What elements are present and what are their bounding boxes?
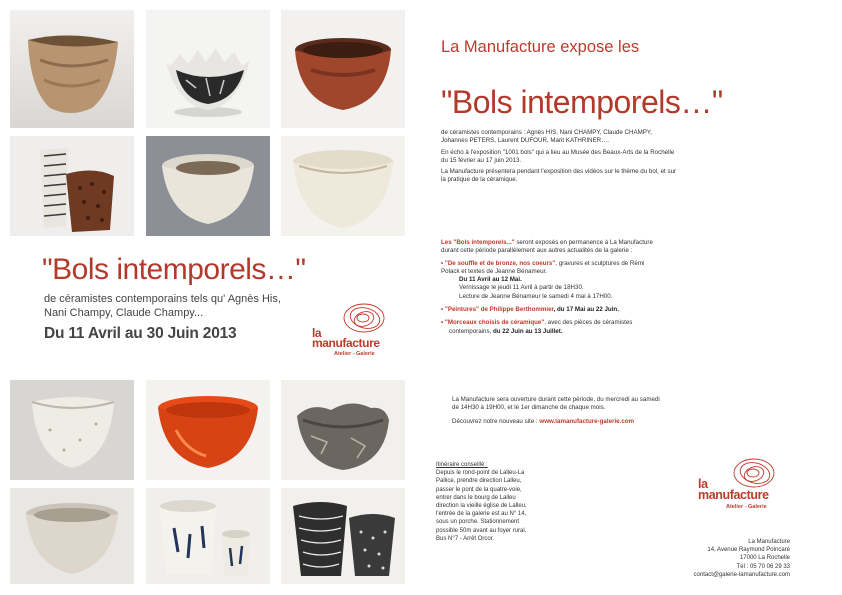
photo-vessels-black-pattern	[281, 488, 405, 584]
item2-dates: , du 17 Mai au 22 Juin.	[553, 306, 619, 314]
item2-title: "Peintures" de Philippe Berthommier	[444, 306, 554, 314]
address-email[interactable]: contact@galerie-lamanufacture.com	[693, 571, 790, 578]
itinerary-line: Depuis le rond-point de Lalleu-La	[436, 470, 525, 477]
intro-p2-line: du 15 février au 17 juin 2013.	[441, 156, 522, 164]
itinerary-line: entrer dans le bourg de Lalleu	[436, 494, 516, 501]
item1-title: "De souffle et de bronze, nos coeurs"	[444, 259, 556, 267]
logo-word-la: la	[698, 477, 708, 491]
bullet-icon: •	[441, 259, 444, 267]
program-item2	[441, 306, 791, 314]
program-lead	[441, 239, 791, 247]
photo-bowl-pale-stone	[10, 488, 134, 584]
program-item3	[441, 319, 791, 327]
intro-text	[441, 129, 791, 185]
header-org: La Manufacture	[441, 38, 556, 56]
logo-tagline: Atelier - Galerie	[334, 351, 375, 357]
intro-p1-line: Johannes PETERS, Laurent DUFOUR, Marit KATHRINER….	[441, 137, 610, 145]
header-rest: expose les	[555, 38, 640, 56]
site-link[interactable]: www.lamanufacture-galerie.com	[539, 417, 635, 425]
itinerary-line: Pallice, prendre direction Lalleu,	[436, 478, 522, 485]
photo-bowl-textured-ochre	[10, 10, 134, 128]
left-title: "Bols intemporels…"	[42, 253, 306, 286]
photo-bowl-white-speckled	[10, 380, 134, 480]
item1-dates: Du 11 Avril au 12 Mai.	[459, 276, 522, 284]
address-city: 17000 La Rochelle	[739, 555, 790, 562]
logo-right	[690, 455, 790, 527]
photo-bowl-crackled-black-white	[146, 10, 270, 128]
intro-p1-line: de céramistes contemporains : Agnès HIS, Nani CHAMPY, Claude CHAMPY,	[441, 129, 652, 136]
program-lead-rest: seront exposés en permanence à La Manufacture	[514, 239, 653, 246]
item1-line2: Polack et textes de Jeanne Bénameur.	[441, 267, 547, 275]
itinerary-line: sous un porche. Stationnement	[436, 519, 520, 526]
program-item1	[441, 260, 791, 268]
main-title: "Bols intemporels…"	[441, 84, 723, 120]
site-prefix: Découvrez notre nouveau site :	[452, 417, 540, 425]
photo-bowl-cream	[281, 136, 405, 236]
photo-vessels-striped-brown	[10, 136, 134, 236]
logo-left	[310, 300, 400, 370]
photo-bowl-red-earth	[281, 10, 405, 128]
item3-line2-text: contemporains,	[449, 327, 494, 335]
itinerary-line: Bus N°7 - Arrêt Orcor.	[436, 535, 495, 542]
opening-line1: La Manufacture sera ouverture durant cette période, du mercredi au samedi	[452, 396, 660, 403]
left-subtitle-line: Nani Champy, Claude Champy...	[44, 307, 204, 319]
item1-vernissage: Vernissage le jeudi 11 Avril à partir de 18H30.	[459, 284, 584, 292]
item3-rest: , avec des pièces de céramistes	[544, 319, 633, 327]
logo-tagline: Atelier - Galerie	[726, 504, 767, 510]
itinerary-line: passer le pont de la quatre-voie,	[436, 486, 522, 493]
address-block	[640, 538, 790, 579]
item1-lecture: Lecture de Jeanne Bénameur le samedi 4 mai à 17H00.	[459, 292, 613, 300]
itinerary-box	[436, 461, 556, 543]
logo-word-la: la	[312, 326, 322, 340]
program-lead-line2: durant cette période parallèlement aux autres actualités de la galerie :	[441, 247, 633, 255]
left-dates: Du 11 Avril au 30 Juin 2013	[44, 325, 237, 342]
item3-dates: du 22 Juin au 13 Juillet.	[493, 327, 563, 335]
logo-word-manufacture: manufacture	[312, 336, 380, 350]
intro-p2-line: En écho à l'exposition "1001 bols" qui a lieu au Musée des Beaux-Arts de la Rochelle	[441, 148, 675, 156]
opening-site	[452, 418, 792, 426]
opening-line2: de 14H30 à 19H00, et le 1er dimanche de chaque mois.	[452, 404, 606, 412]
photo-bowl-raku-grey	[281, 380, 405, 480]
itinerary-line: direction la vieille église de Lalleu,	[436, 503, 527, 510]
left-subtitle-line: de céramistes contemporains tels qu' Agnès His,	[44, 293, 281, 305]
program-text	[441, 239, 791, 336]
bullet-icon: •	[441, 319, 444, 327]
address-name: La Manufacture	[748, 539, 790, 545]
itinerary-line: possible 50m avant au foyer rural.	[436, 527, 527, 534]
address-tel: Tél : 05 70 06 29 33	[736, 563, 790, 570]
item3-line2	[441, 328, 791, 336]
logo-word-manufacture: manufacture	[698, 488, 769, 502]
left-subtitle	[44, 292, 281, 320]
photo-bowl-white-grey	[146, 136, 270, 236]
photo-cups-blue-strokes	[146, 488, 270, 584]
intro-p3-line: la pratique de la céramique.	[441, 176, 518, 184]
itinerary-line: l'entrée de la galerie est au N° 14,	[436, 511, 527, 518]
opening-text	[452, 396, 792, 426]
item1-rest: , gravures et sculptures de Rémi	[555, 259, 645, 267]
address-street: 14, Avenue Raymond Poincaré	[707, 547, 790, 554]
intro-p3-line: La Manufacture présentera pendant l'exposition des vidéos sur le thème du bol, et sur	[441, 168, 677, 176]
bullet-icon: •	[441, 306, 444, 314]
program-lead-bold: Les "Bols intemporels..."	[441, 239, 515, 246]
item3-title: "Morceaux choisis de céramique"	[444, 319, 545, 327]
header-line	[441, 38, 639, 57]
photo-bowl-orange-glass	[146, 380, 270, 480]
itinerary-title: Itinéraire conseillé :	[436, 462, 488, 468]
